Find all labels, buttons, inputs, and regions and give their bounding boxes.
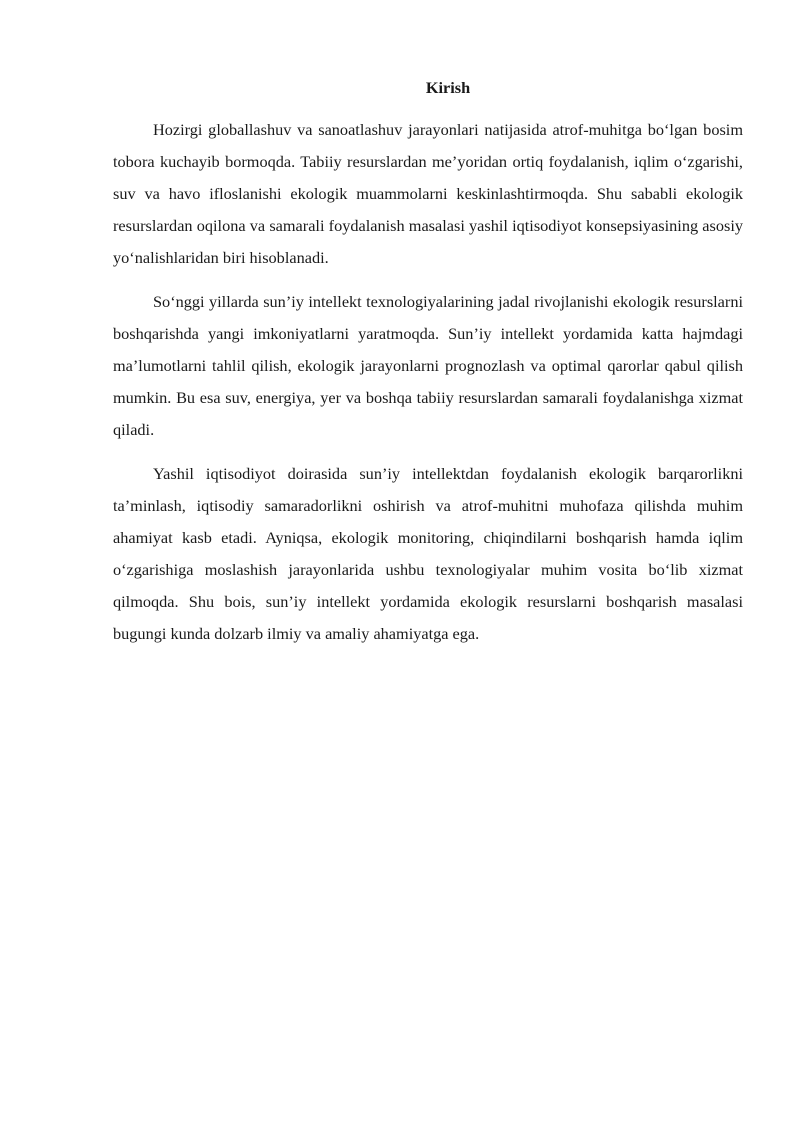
document-body (113, 72, 743, 662)
section-title: Kirish (425, 78, 471, 97)
paragraph-3: Yashil iqtisodiyot doirasida sun’iy intellektdan foydalanish ekologik barqarorlikni ta’minlash, iqtisodiy samaradorlikni oshirish va atrof-muhitni muhofaza qilishda muhim ahamiyat kasb etadi. Ayniqsa, ekologik monitoring, chiqindilarni boshqarish hamda iqlim o‘zgarishiga moslashish jarayonlarida ushbu texnologiyalar muhim vosita bo‘lib xizmat qilmoqda. Shu bois, sun’iy intellekt yordamida ekologik resurslarni boshqarish masalasi bugungi kunda dolzarb ilmiy va amaliy ahamiyatga ega. (113, 464, 743, 643)
paragraph-1: Hozirgi globallashuv va sanoatlashuv jarayonlari natijasida atrof-muhitga bo‘lgan bosim tobora kuchayib bormoqda. Tabiiy resurslardan me’yoridan ortiq foydalanish, iqlim o‘zgarishi, suv va havo ifloslanishi ekologik muammolarni keskinlashtirmoqda. Shu sababli ekologik resurslardan oqilona va samarali foydalanish masalasi yashil iqtisodiyot konsepsiyasining asosiy yo‘nalishlaridan biri hisoblanadi. (113, 120, 743, 267)
paragraph-2: So‘nggi yillarda sun’iy intellekt texnologiyalarining jadal rivojlanishi ekologik resurslarni boshqarishda yangi imkoniyatlarni yaratmoqda. Sun’iy intellekt yordamida katta hajmdagi ma’lumotlarni tahlil qilish, ekologik jarayonlarni prognozlash va optimal qarorlar qabul qilish mumkin. Bu esa suv, energiya, yer va boshqa tabiiy resurslardan samarali foydalanishga xizmat qiladi. (113, 292, 743, 439)
